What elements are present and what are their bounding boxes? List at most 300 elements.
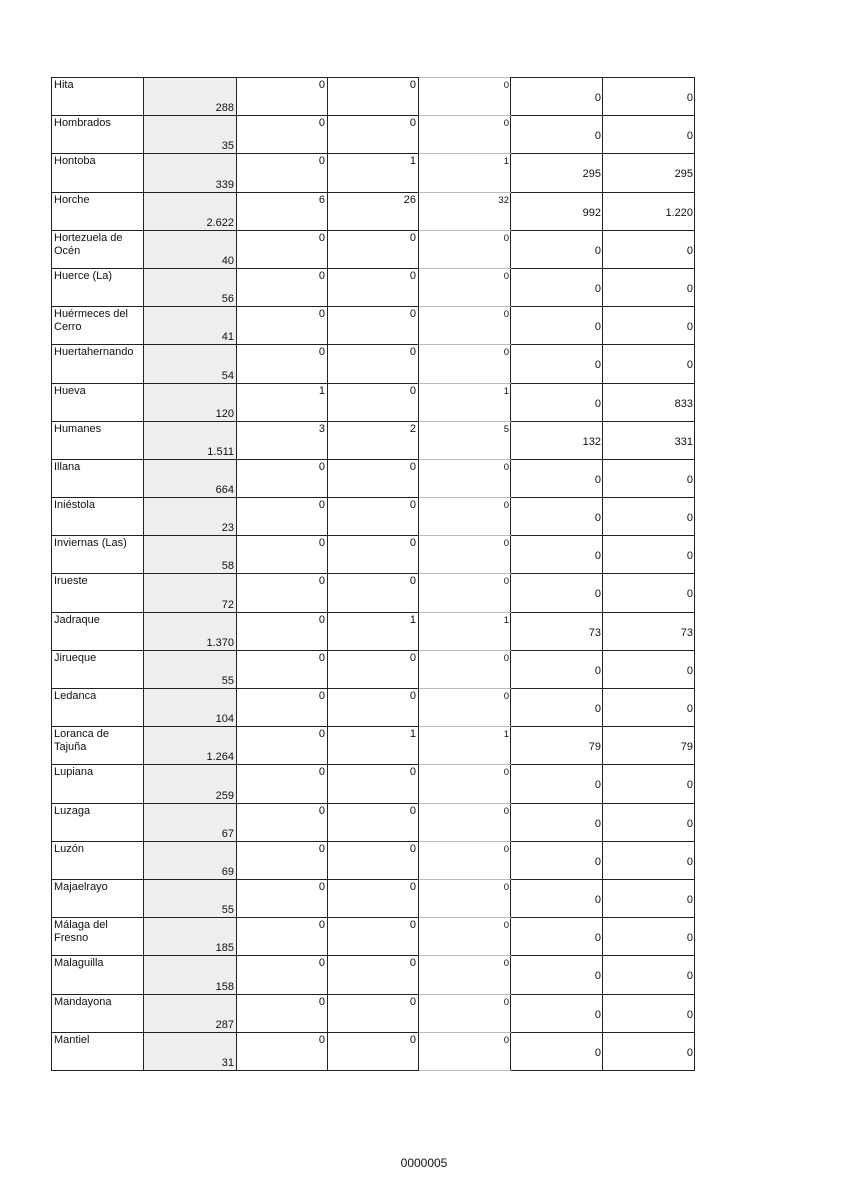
municipality-name: Málaga del Fresno (52, 918, 144, 956)
value-x-cell-value: 0 (594, 359, 601, 372)
value-x-cell (511, 727, 603, 765)
value-a-cell (237, 192, 328, 230)
value-a-cell-value: 6 (318, 193, 325, 206)
value-x-cell-value: 0 (594, 703, 601, 715)
municipality-name: Malaguilla (52, 956, 144, 994)
population-cell-value: 104 (215, 713, 234, 726)
value-b-cell (328, 459, 419, 497)
table-row (52, 994, 695, 1032)
value-a-cell-value: 0 (318, 613, 325, 626)
table-row (52, 765, 695, 803)
value-y-cell-value: 0 (686, 473, 693, 486)
municipality-name: Hontoba (52, 154, 144, 192)
value-a-cell (237, 956, 328, 994)
value-y-cell (603, 879, 695, 917)
value-x-cell-value: 0 (594, 397, 601, 410)
value-x-cell-value: 0 (594, 1046, 601, 1059)
total-cell-value: 0 (503, 958, 509, 970)
value-b-cell-value: 0 (409, 117, 416, 130)
total-cell (419, 421, 511, 459)
total-cell-value: 0 (503, 1034, 509, 1046)
value-a-cell-value: 0 (318, 766, 325, 779)
value-x-cell-value: 0 (594, 282, 601, 295)
value-b-cell (328, 116, 419, 154)
value-a-cell-value: 0 (318, 308, 325, 321)
value-a-cell (237, 536, 328, 574)
municipality-name: Huerce (La) (52, 268, 144, 306)
total-cell (419, 994, 511, 1032)
value-b-cell (328, 230, 419, 268)
value-y-cell (603, 421, 695, 459)
total-cell-value: 0 (503, 80, 509, 91)
population-cell-value: 287 (215, 1018, 234, 1031)
population-cell (144, 154, 237, 192)
value-y-cell (603, 230, 695, 268)
value-y-cell (603, 803, 695, 841)
total-cell-value: 0 (503, 232, 509, 244)
value-y-cell-value: 0 (686, 512, 693, 525)
value-a-cell-value: 0 (318, 460, 325, 473)
total-cell (419, 879, 511, 917)
municipality-name: Loranca de Tajuña (52, 727, 144, 765)
municipality-name: Huérmeces del Cerro (52, 307, 144, 345)
value-a-cell-value: 0 (318, 79, 325, 91)
value-y-cell-value: 0 (686, 664, 693, 677)
value-x-cell-value: 132 (582, 435, 601, 448)
table-row (52, 879, 695, 917)
total-cell-value: 1 (503, 729, 509, 741)
total-cell-value: 0 (503, 461, 509, 473)
value-x-cell (511, 536, 603, 574)
total-cell-value: 0 (503, 920, 509, 932)
value-x-cell-value: 0 (594, 92, 601, 104)
value-x-cell-value: 0 (594, 321, 601, 334)
value-y-cell (603, 612, 695, 650)
value-y-cell (603, 574, 695, 612)
value-y-cell-value: 295 (674, 168, 693, 181)
value-a-cell-value: 0 (318, 651, 325, 664)
total-cell-value: 0 (503, 767, 509, 779)
value-a-cell (237, 918, 328, 956)
value-a-cell-value: 0 (318, 575, 325, 588)
population-cell-value: 120 (215, 407, 234, 420)
value-x-cell-value: 0 (594, 817, 601, 830)
population-cell-value: 1.511 (207, 445, 234, 458)
total-cell (419, 78, 511, 116)
total-cell-value: 0 (503, 805, 509, 817)
value-b-cell-value: 0 (409, 919, 416, 932)
value-b-cell-value: 0 (409, 1033, 416, 1046)
value-y-cell (603, 116, 695, 154)
value-b-cell-value: 0 (409, 766, 416, 779)
value-a-cell (237, 459, 328, 497)
value-x-cell (511, 78, 603, 116)
value-x-cell-value: 73 (588, 626, 601, 639)
table-row (52, 154, 695, 192)
value-b-cell (328, 192, 419, 230)
value-x-cell (511, 918, 603, 956)
municipality-name: Horche (52, 192, 144, 230)
total-cell (419, 612, 511, 650)
value-y-cell (603, 78, 695, 116)
total-cell-value: 0 (503, 576, 509, 588)
municipality-name: Ledanca (52, 689, 144, 727)
value-x-cell-value: 0 (594, 130, 601, 143)
municipality-name: Illana (52, 459, 144, 497)
value-y-cell-value: 331 (674, 435, 693, 448)
value-y-cell-value: 0 (686, 779, 693, 792)
value-b-cell-value: 1 (409, 613, 416, 626)
table-row (52, 498, 695, 536)
value-x-cell-value: 0 (594, 970, 601, 983)
population-cell-value: 41 (221, 331, 234, 344)
value-y-cell (603, 1032, 695, 1070)
population-cell-value: 664 (215, 484, 234, 497)
value-a-cell-value: 0 (318, 155, 325, 168)
value-a-cell (237, 879, 328, 917)
table-row (52, 841, 695, 879)
total-cell-value: 32 (498, 194, 509, 206)
total-cell (419, 574, 511, 612)
municipality-name: Mantiel (52, 1032, 144, 1070)
municipality-name: Majaelrayo (52, 879, 144, 917)
value-a-cell-value: 0 (318, 346, 325, 359)
value-x-cell (511, 956, 603, 994)
population-cell-value: 185 (215, 942, 234, 955)
value-y-cell (603, 727, 695, 765)
value-y-cell (603, 268, 695, 306)
value-b-cell (328, 689, 419, 727)
value-x-cell-value: 0 (594, 779, 601, 792)
value-a-cell (237, 421, 328, 459)
value-y-cell (603, 994, 695, 1032)
value-x-cell-value: 0 (594, 588, 601, 601)
population-cell-value: 55 (221, 904, 234, 917)
municipality-name: Mandayona (52, 994, 144, 1032)
population-cell (144, 116, 237, 154)
value-y-cell (603, 841, 695, 879)
population-cell-value: 67 (221, 827, 234, 840)
value-b-cell (328, 612, 419, 650)
value-b-cell (328, 879, 419, 917)
municipality-name: Inviernas (Las) (52, 536, 144, 574)
population-cell-value: 1.370 (206, 636, 234, 649)
value-x-cell (511, 689, 603, 727)
value-y-cell-value: 0 (686, 1046, 693, 1059)
population-cell (144, 192, 237, 230)
value-x-cell-value: 295 (582, 168, 601, 181)
value-b-cell (328, 650, 419, 688)
value-a-cell (237, 574, 328, 612)
table-row (52, 421, 695, 459)
total-cell (419, 956, 511, 994)
value-b-cell-value: 0 (409, 499, 416, 512)
value-y-cell (603, 154, 695, 192)
value-x-cell (511, 650, 603, 688)
table-body (52, 78, 695, 1071)
value-y-cell-value: 0 (686, 855, 693, 868)
value-b-cell-value: 0 (409, 460, 416, 473)
municipality-name: Luzaga (52, 803, 144, 841)
value-y-cell (603, 918, 695, 956)
population-cell-value: 69 (221, 865, 234, 878)
population-cell-value: 2.622 (206, 216, 234, 229)
population-cell-value: 58 (221, 560, 234, 573)
value-b-cell (328, 154, 419, 192)
population-cell (144, 536, 237, 574)
total-cell-value: 0 (503, 500, 509, 512)
value-a-cell (237, 689, 328, 727)
value-x-cell (511, 307, 603, 345)
value-a-cell-value: 0 (318, 231, 325, 244)
population-cell (144, 1032, 237, 1070)
value-b-cell (328, 1032, 419, 1070)
population-cell (144, 459, 237, 497)
value-y-cell (603, 765, 695, 803)
total-cell-value: 1 (503, 614, 509, 626)
value-x-cell (511, 154, 603, 192)
value-b-cell-value: 0 (409, 79, 416, 91)
value-x-cell (511, 879, 603, 917)
value-a-cell-value: 0 (318, 117, 325, 130)
population-cell-value: 55 (221, 675, 234, 687)
population-cell (144, 956, 237, 994)
value-y-cell-value: 73 (680, 626, 693, 639)
value-b-cell-value: 0 (409, 308, 416, 321)
value-b-cell (328, 78, 419, 116)
value-x-cell (511, 574, 603, 612)
population-cell (144, 498, 237, 536)
population-cell (144, 574, 237, 612)
total-cell (419, 841, 511, 879)
value-a-cell (237, 116, 328, 154)
value-x-cell (511, 268, 603, 306)
table-row (52, 268, 695, 306)
table-row (52, 956, 695, 994)
value-b-cell-value: 0 (409, 537, 416, 550)
value-a-cell-value: 0 (318, 957, 325, 970)
value-y-cell-value: 0 (686, 932, 693, 945)
value-b-cell-value: 0 (409, 957, 416, 970)
total-cell-value: 1 (503, 385, 509, 397)
value-a-cell-value: 0 (318, 499, 325, 512)
value-b-cell-value: 0 (409, 690, 416, 702)
value-x-cell-value: 0 (594, 1008, 601, 1021)
value-b-cell (328, 994, 419, 1032)
value-x-cell-value: 0 (594, 512, 601, 525)
total-cell (419, 1032, 511, 1070)
municipality-name: Huertahernando (52, 345, 144, 383)
table-row (52, 727, 695, 765)
table-row (52, 536, 695, 574)
population-cell-value: 23 (221, 522, 234, 535)
value-b-cell-value: 0 (409, 231, 416, 244)
value-a-cell (237, 230, 328, 268)
population-cell (144, 727, 237, 765)
population-cell-value: 56 (221, 293, 234, 306)
value-a-cell-value: 0 (318, 1033, 325, 1046)
value-b-cell-value: 2 (409, 422, 416, 435)
population-cell (144, 78, 237, 116)
value-a-cell (237, 765, 328, 803)
value-b-cell (328, 956, 419, 994)
value-a-cell-value: 0 (318, 919, 325, 932)
table-row (52, 918, 695, 956)
value-a-cell (237, 154, 328, 192)
population-cell-value: 259 (215, 789, 234, 802)
total-cell-value: 0 (503, 347, 509, 359)
value-y-cell (603, 345, 695, 383)
value-b-cell (328, 383, 419, 421)
table-row (52, 1032, 695, 1070)
value-b-cell-value: 0 (409, 346, 416, 359)
population-cell (144, 841, 237, 879)
value-a-cell-value: 0 (318, 537, 325, 550)
municipality-name: Hombrados (52, 116, 144, 154)
value-a-cell (237, 383, 328, 421)
value-b-cell (328, 803, 419, 841)
value-b-cell-value: 26 (403, 193, 416, 206)
value-a-cell (237, 307, 328, 345)
population-cell (144, 879, 237, 917)
total-cell (419, 383, 511, 421)
value-x-cell-value: 0 (594, 893, 601, 906)
table-row (52, 230, 695, 268)
total-cell (419, 268, 511, 306)
population-cell-value: 72 (221, 598, 234, 611)
value-a-cell-value: 0 (318, 880, 325, 893)
population-cell-value: 35 (221, 140, 234, 153)
value-y-cell (603, 192, 695, 230)
value-a-cell (237, 650, 328, 688)
value-b-cell (328, 421, 419, 459)
table-row (52, 689, 695, 727)
population-cell-value: 31 (221, 1056, 234, 1069)
value-x-cell-value: 0 (594, 855, 601, 868)
value-b-cell (328, 841, 419, 879)
value-a-cell (237, 994, 328, 1032)
value-x-cell (511, 765, 603, 803)
table-row (52, 650, 695, 688)
total-cell-value: 0 (503, 691, 509, 702)
value-y-cell-value: 0 (686, 130, 693, 143)
value-x-cell-value: 0 (594, 550, 601, 563)
value-x-cell-value: 0 (594, 244, 601, 257)
value-a-cell-value: 0 (318, 690, 325, 702)
value-y-cell (603, 956, 695, 994)
table-row (52, 192, 695, 230)
table-row (52, 78, 695, 116)
total-cell (419, 230, 511, 268)
table-row (52, 459, 695, 497)
value-y-cell-value: 1.220 (665, 206, 693, 219)
value-x-cell (511, 192, 603, 230)
value-y-cell-value: 0 (686, 1008, 693, 1021)
value-a-cell-value: 0 (318, 842, 325, 855)
total-cell-value: 0 (503, 996, 509, 1008)
municipality-name: Irueste (52, 574, 144, 612)
value-a-cell (237, 268, 328, 306)
value-x-cell (511, 383, 603, 421)
value-x-cell-value: 0 (594, 473, 601, 486)
value-y-cell-value: 833 (674, 397, 693, 410)
value-b-cell-value: 0 (409, 575, 416, 588)
value-a-cell-value: 1 (318, 384, 325, 397)
value-y-cell-value: 0 (686, 970, 693, 983)
value-a-cell (237, 612, 328, 650)
total-cell (419, 803, 511, 841)
value-x-cell-value: 992 (582, 206, 601, 219)
municipality-name: Humanes (52, 421, 144, 459)
value-b-cell-value: 0 (409, 651, 416, 664)
total-cell (419, 918, 511, 956)
value-y-cell-value: 0 (686, 817, 693, 830)
value-y-cell (603, 459, 695, 497)
total-cell (419, 345, 511, 383)
value-b-cell (328, 727, 419, 765)
table-row (52, 307, 695, 345)
population-cell-value: 158 (215, 980, 234, 993)
population-cell (144, 307, 237, 345)
value-x-cell (511, 498, 603, 536)
total-cell (419, 536, 511, 574)
total-cell-value: 0 (503, 843, 509, 855)
value-x-cell (511, 803, 603, 841)
value-y-cell-value: 0 (686, 244, 693, 257)
value-a-cell-value: 0 (318, 269, 325, 282)
value-b-cell-value: 0 (409, 880, 416, 893)
total-cell-value: 1 (503, 156, 509, 168)
municipality-name: Jirueque (52, 650, 144, 688)
total-cell (419, 498, 511, 536)
total-cell (419, 154, 511, 192)
value-x-cell (511, 116, 603, 154)
value-y-cell (603, 650, 695, 688)
value-a-cell-value: 0 (318, 804, 325, 817)
value-x-cell (511, 1032, 603, 1070)
value-a-cell-value: 0 (318, 995, 325, 1008)
total-cell-value: 5 (503, 423, 509, 435)
value-b-cell-value: 0 (409, 995, 416, 1008)
value-y-cell (603, 689, 695, 727)
value-y-cell (603, 536, 695, 574)
value-y-cell-value: 0 (686, 550, 693, 563)
value-a-cell-value: 0 (318, 728, 325, 741)
value-b-cell-value: 0 (409, 384, 416, 397)
value-a-cell-value: 3 (318, 422, 325, 435)
municipality-name: Hueva (52, 383, 144, 421)
municipality-name: Hita (52, 78, 144, 116)
population-cell (144, 689, 237, 727)
value-y-cell-value: 0 (686, 321, 693, 334)
value-y-cell (603, 307, 695, 345)
population-cell (144, 383, 237, 421)
total-cell-value: 0 (503, 652, 509, 664)
value-x-cell (511, 841, 603, 879)
total-cell (419, 192, 511, 230)
value-y-cell-value: 0 (686, 893, 693, 906)
municipality-name: Iniéstola (52, 498, 144, 536)
population-cell (144, 994, 237, 1032)
value-b-cell (328, 345, 419, 383)
value-x-cell (511, 230, 603, 268)
value-b-cell (328, 536, 419, 574)
total-cell-value: 0 (503, 270, 509, 282)
value-y-cell-value: 0 (686, 703, 693, 715)
value-b-cell-value: 0 (409, 804, 416, 817)
value-b-cell (328, 574, 419, 612)
table-row (52, 345, 695, 383)
